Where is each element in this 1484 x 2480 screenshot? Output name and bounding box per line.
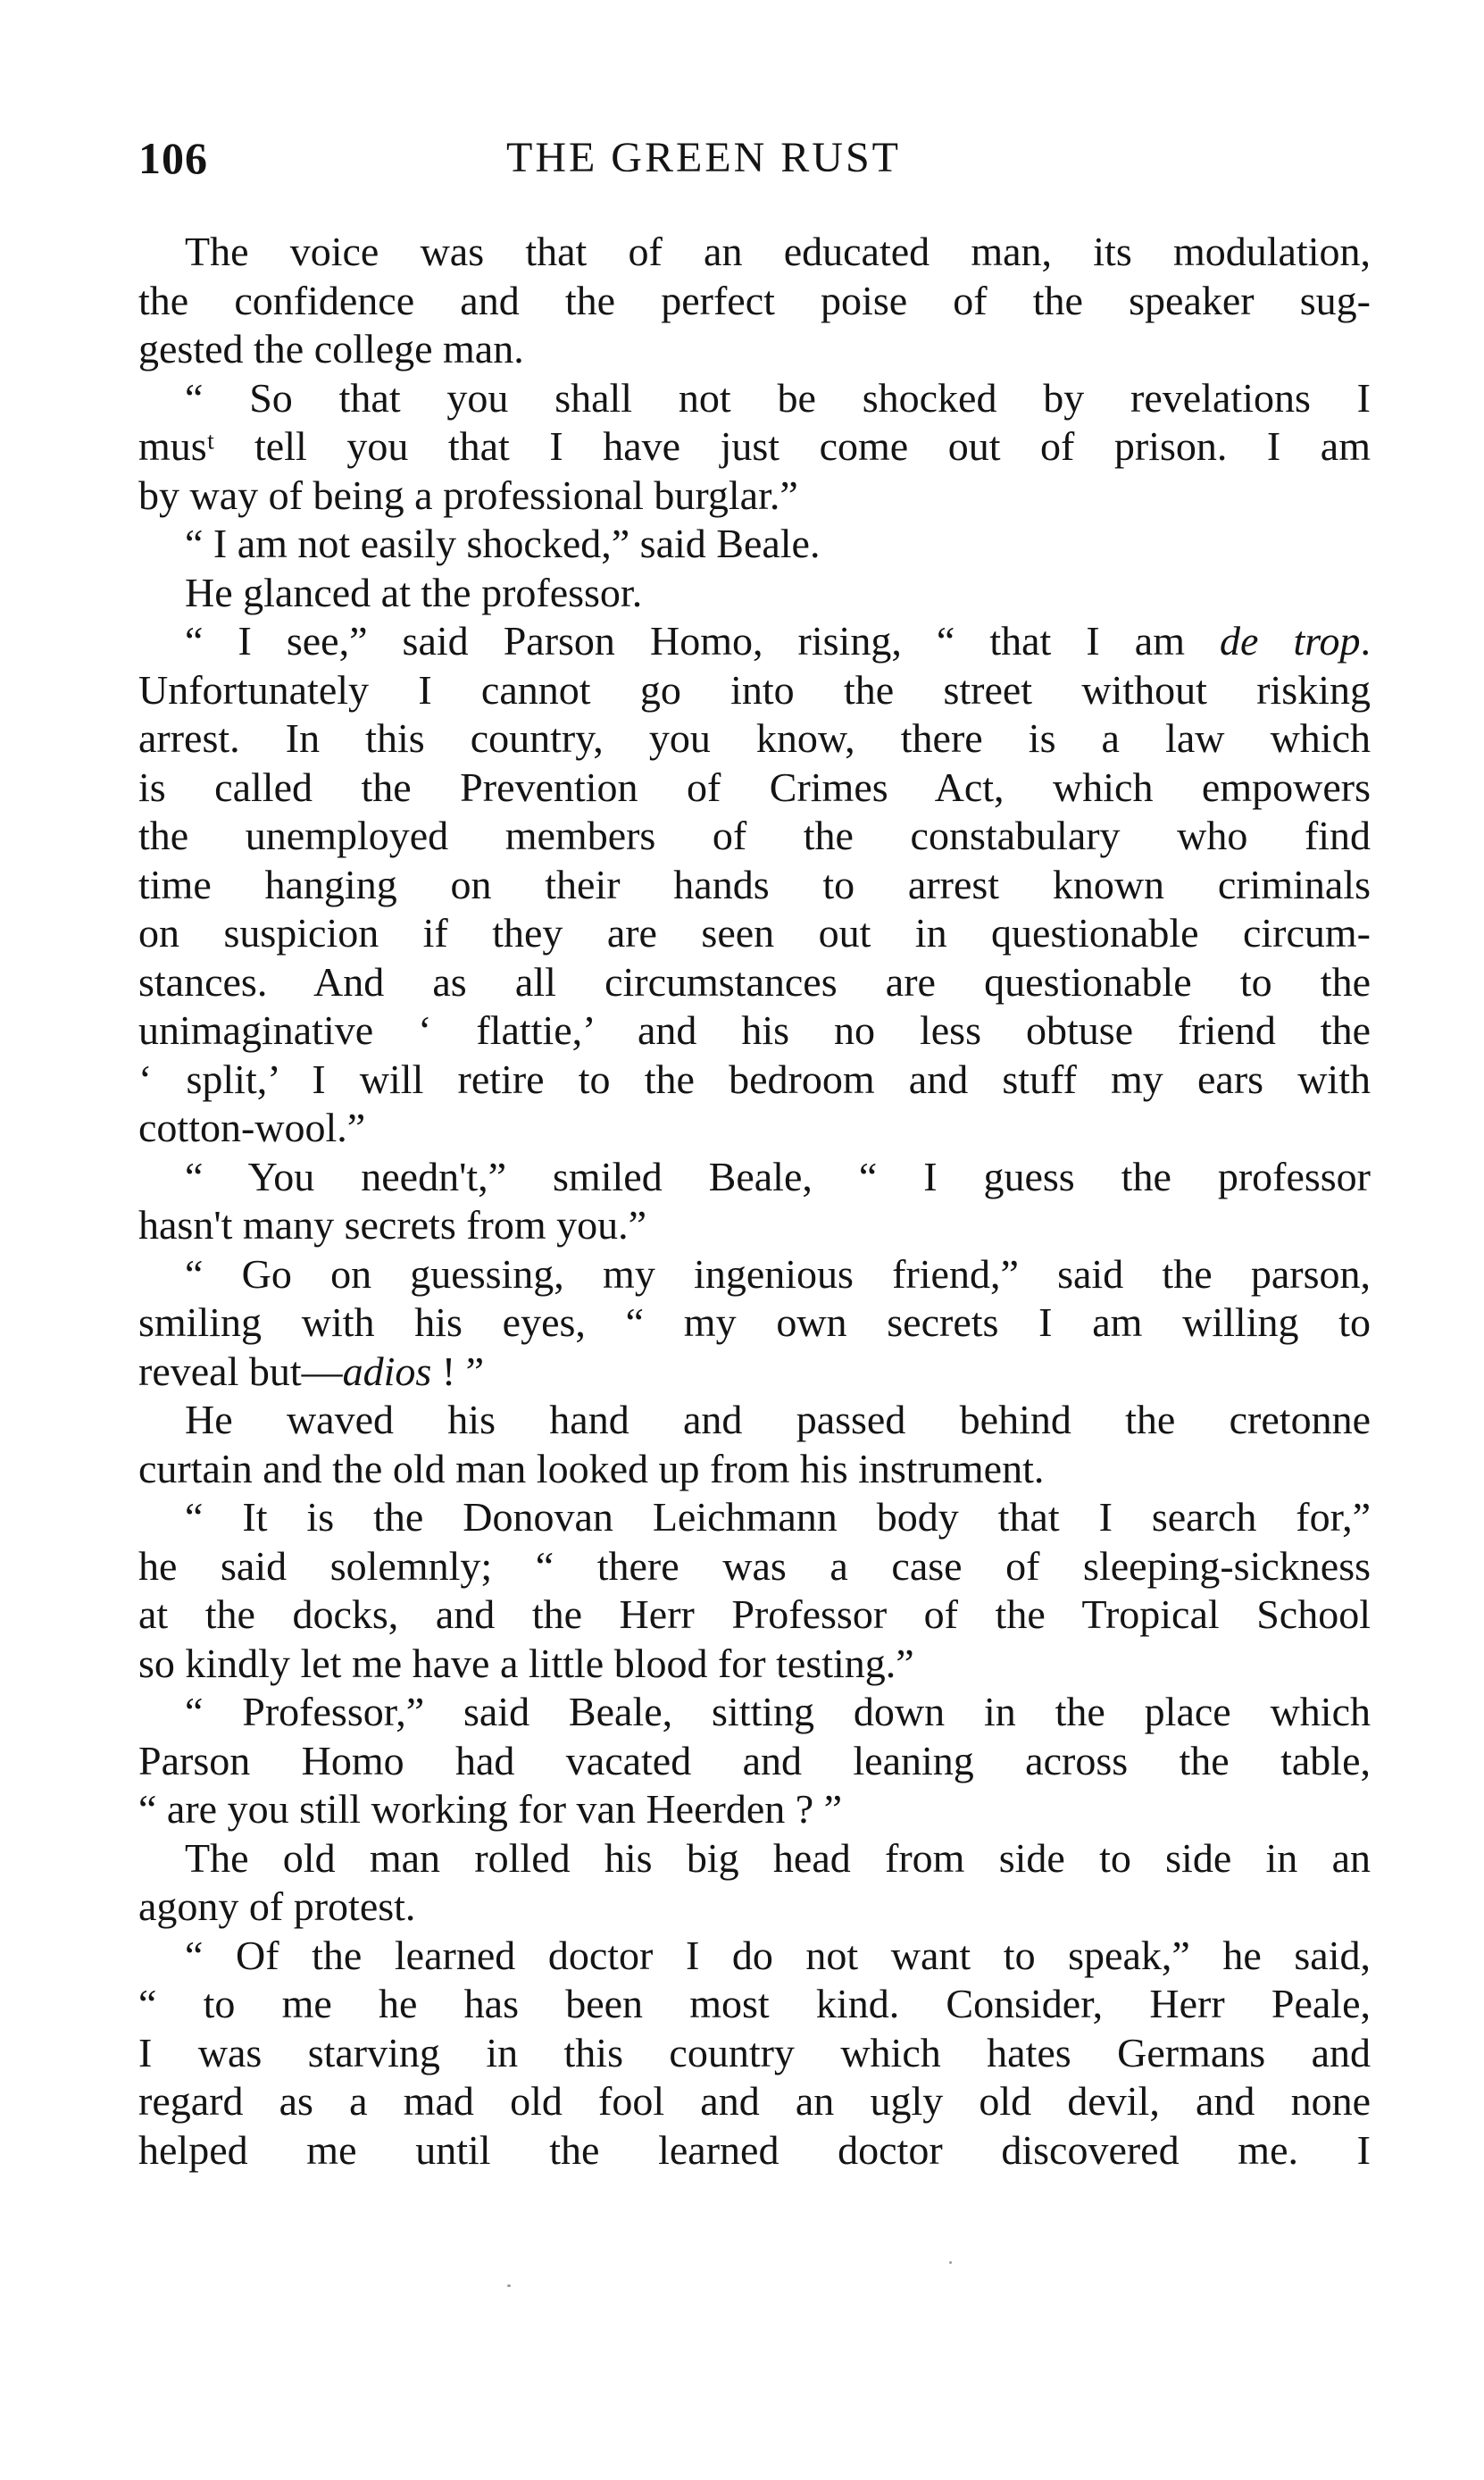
text-line: smiling with his eyes, “ my own secrets I am willing to bbox=[138, 1299, 1371, 1345]
text-line: Parson Homo had vacated and leaning across the table, bbox=[138, 1737, 1371, 1783]
text-line: time hanging on their hands to arrest known criminals bbox=[138, 861, 1371, 907]
text-line: arrest. In this country, you know, there is a law which bbox=[138, 715, 1371, 761]
text-line: he said solemnly; “ there was a case of sleeping-sickness bbox=[138, 1542, 1371, 1589]
text-run: “ I see,” said Parson Homo, rising, “ that I am bbox=[185, 618, 1221, 664]
text-line: musᵗ tell you that I have just come out of prison. I am bbox=[138, 423, 1371, 469]
text-line: “ to me he has been most kind. Consider, Herr Peale, bbox=[138, 1981, 1371, 2026]
paper-speck bbox=[949, 2261, 952, 2264]
text-line: He waved his hand and passed behind the cretonne bbox=[185, 1397, 1371, 1442]
text-line: regard as a mad old fool and an ugly old devil, and none bbox=[138, 2078, 1371, 2124]
text-line: cotton-wool.” bbox=[138, 1105, 366, 1150]
text-line: the unemployed members of the constabulary who find bbox=[138, 813, 1371, 858]
text-line: agony of protest. bbox=[138, 1883, 416, 1929]
text-line: The old man rolled his big head from side to side in an bbox=[185, 1834, 1371, 1881]
italic-phrase: adios bbox=[342, 1348, 432, 1394]
text-line: at the docks, and the Herr Professor of the Tropical School bbox=[138, 1591, 1371, 1637]
page-header bbox=[138, 127, 1371, 189]
text-line: “ are you still working for van Heerden ? ” bbox=[138, 1786, 843, 1832]
paper-speck bbox=[507, 2284, 511, 2287]
body-text bbox=[138, 228, 1371, 2175]
text-line: on suspicion if they are seen out in questionable circum- bbox=[138, 910, 1371, 956]
text-line: hasn't many secrets from you.” bbox=[138, 1202, 647, 1248]
text-line: stances. And as all circumstances are questionable to the bbox=[138, 958, 1371, 1005]
text-line: The voice was that of an educated man, its modulation, bbox=[185, 229, 1371, 274]
text-line: the confidence and the perfect poise of the speaker sug- bbox=[138, 277, 1371, 323]
running-title: THE GREEN RUST bbox=[506, 134, 901, 181]
text-run: ! ” bbox=[431, 1348, 485, 1394]
text-line: “ So that you shall not be shocked by revelations I bbox=[185, 374, 1371, 421]
text-line: “ I am not easily shocked,” said Beale. bbox=[185, 521, 821, 566]
text-line: gested the college man. bbox=[138, 326, 524, 372]
text-line: by way of being a professional burglar.” bbox=[138, 472, 798, 518]
text-line: unimaginative ‘ flattie,’ and his no less obtuse friend the bbox=[138, 1007, 1371, 1053]
text-line: “ You needn't,” smiled Beale, “ I guess the professor bbox=[185, 1153, 1371, 1199]
text-line: I was starving in this country which hates Germans and bbox=[138, 2029, 1371, 2075]
text-line: “ Professor,” said Beale, sitting down in the place which bbox=[185, 1689, 1371, 1734]
text-line: helped me until the learned doctor discovered me. I bbox=[138, 2126, 1371, 2173]
text-line: “ It is the Donovan Leichmann body that I search for,” bbox=[185, 1494, 1371, 1540]
text-run: reveal but— bbox=[138, 1348, 343, 1394]
text-line: so kindly let me have a little blood for testing.” bbox=[138, 1640, 914, 1686]
text-line: is called the Prevention of Crimes Act, which empowers bbox=[138, 764, 1371, 810]
text-line: “ Of the learned doctor I do not want to speak,” he said, bbox=[185, 1932, 1371, 1978]
italic-phrase: de trop bbox=[1220, 618, 1361, 664]
text-line: curtain and the old man looked up from his instrument. bbox=[138, 1445, 1045, 1491]
text-line: He glanced at the professor. bbox=[185, 569, 643, 615]
text-line-with-italic bbox=[138, 617, 1371, 666]
text-line: Unfortunately I cannot go into the street without risking bbox=[138, 666, 1371, 713]
text-line-with-italic bbox=[138, 1348, 1371, 1397]
text-line: “ Go on guessing, my ingenious friend,” said the parson, bbox=[185, 1250, 1371, 1297]
text-line: ‘ split,’ I will retire to the bedroom and stuff my ears with bbox=[138, 1056, 1371, 1102]
page-number: 106 bbox=[138, 133, 208, 183]
text-run: . bbox=[1360, 618, 1371, 664]
